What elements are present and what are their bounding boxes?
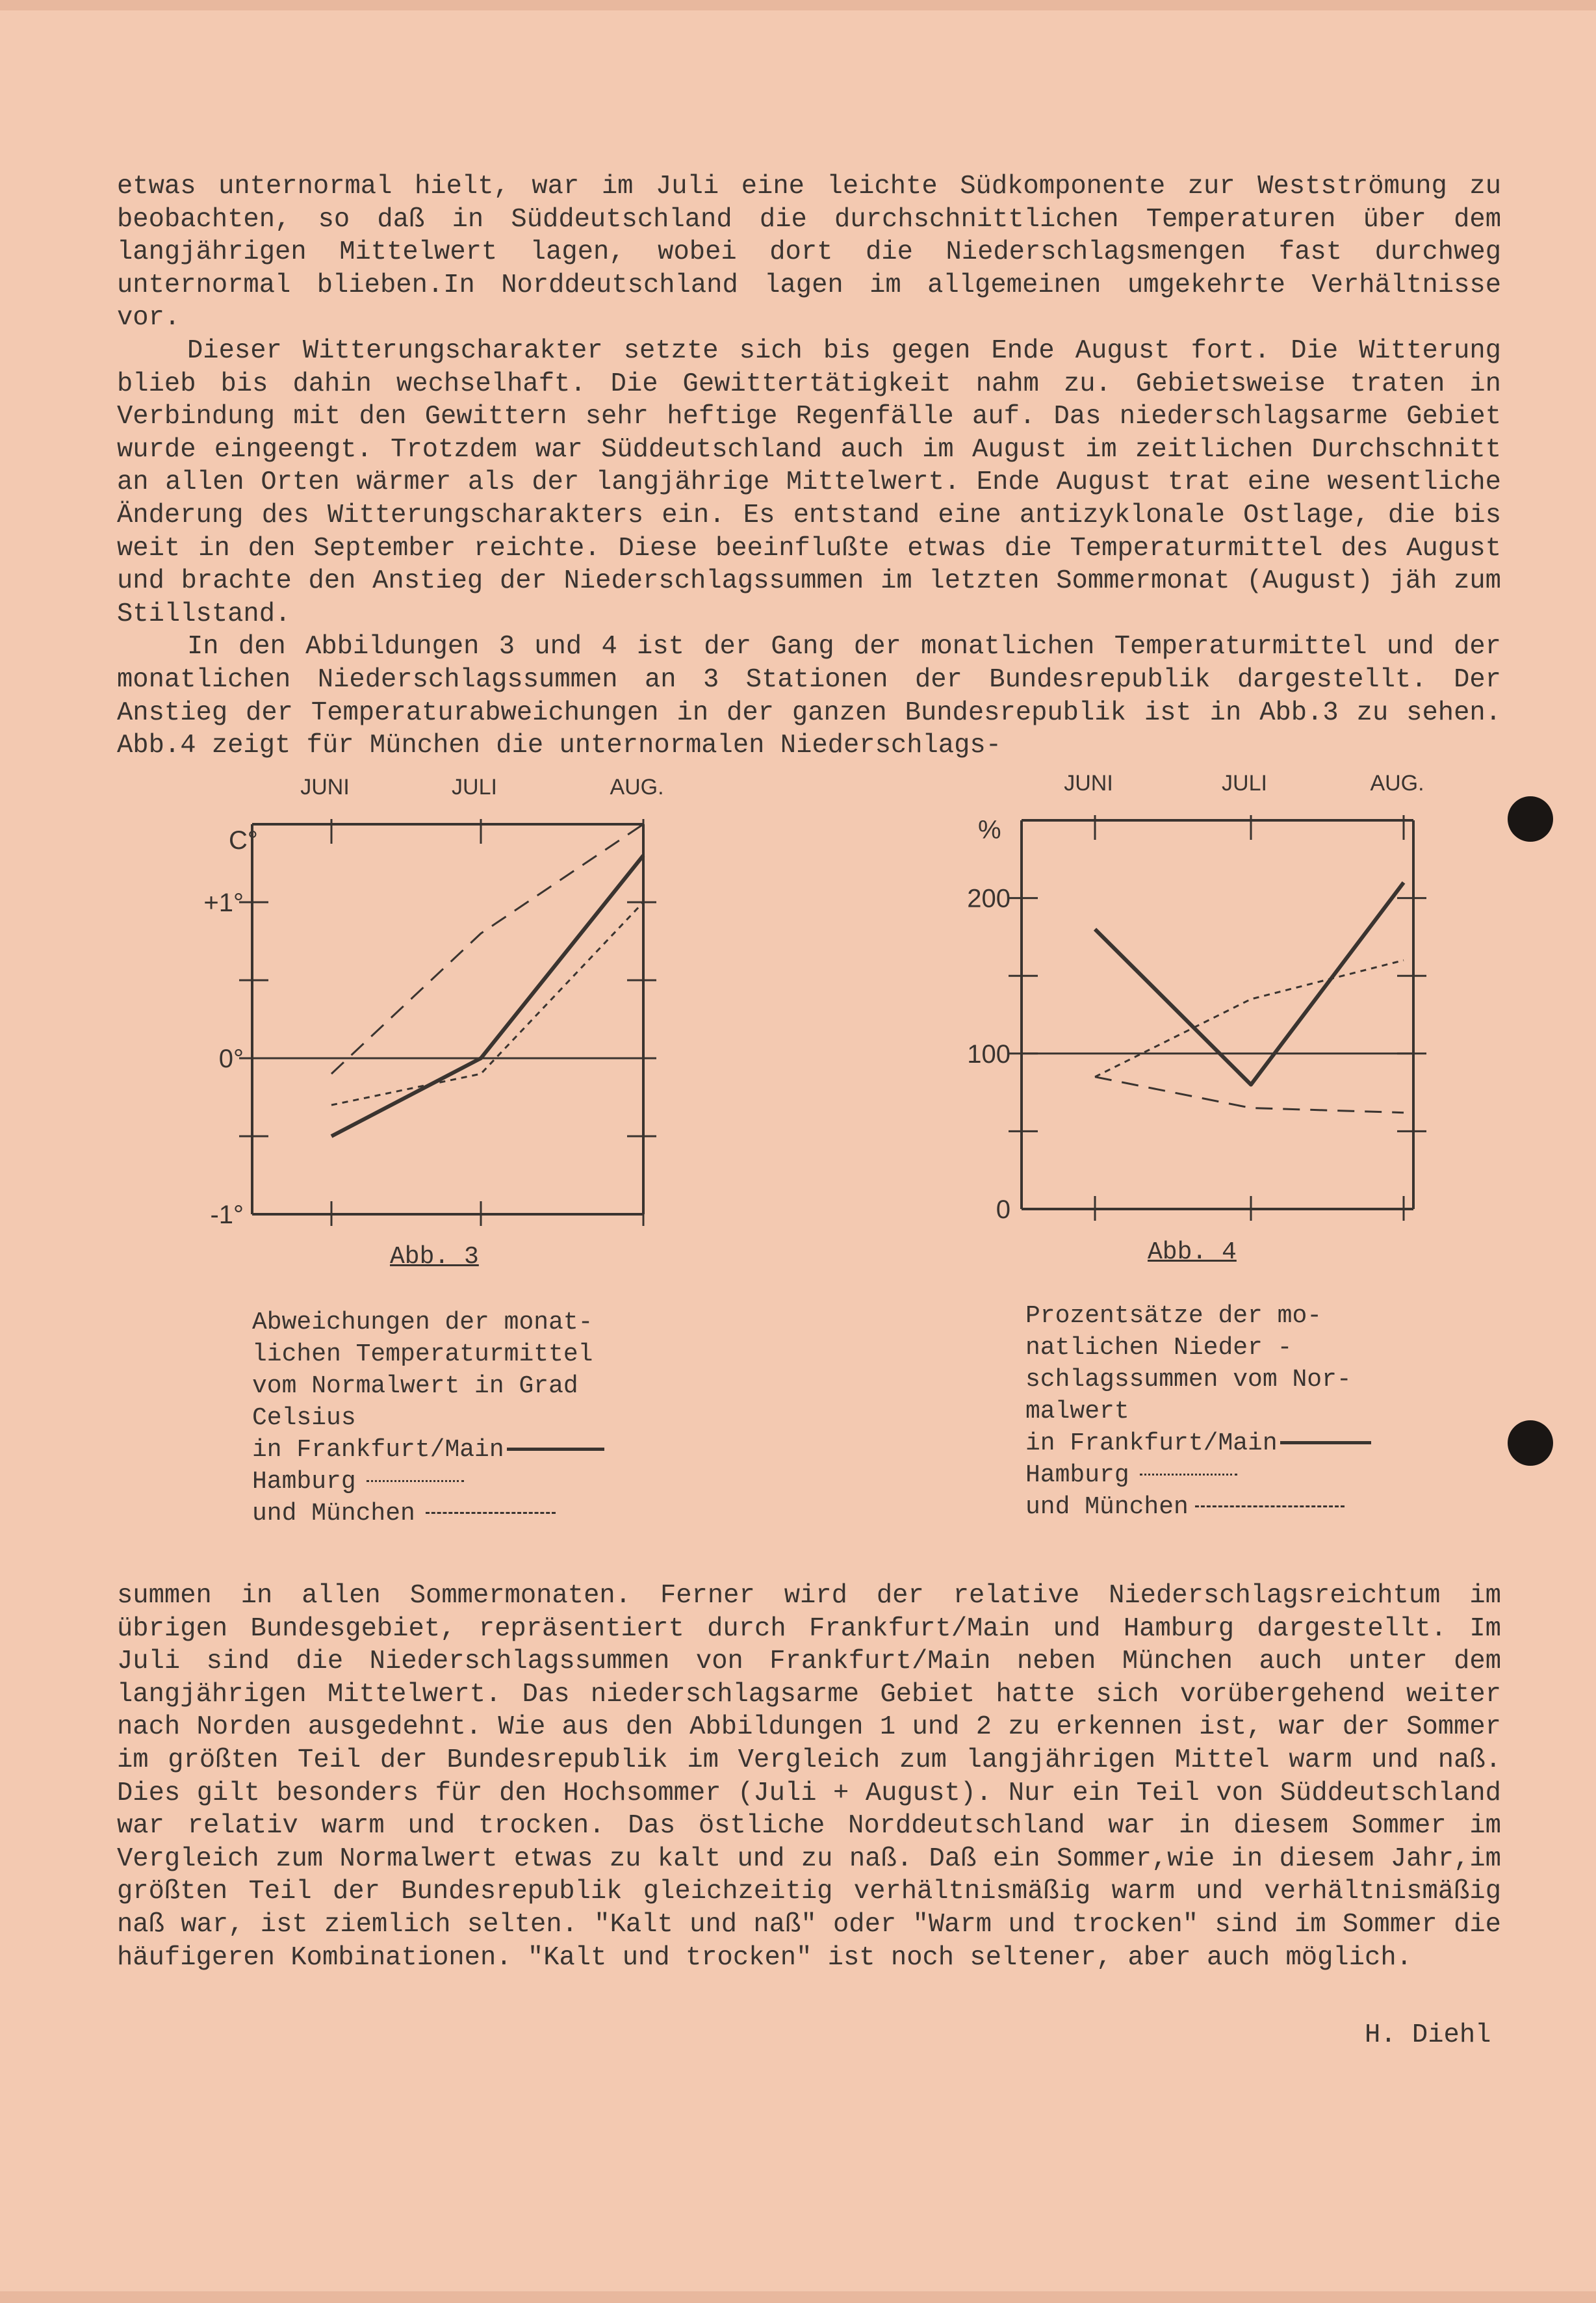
chart3-ytick-label-0: +1° — [203, 889, 244, 917]
chart3-category-label-2: AUG. — [610, 775, 664, 800]
legend-solid-line — [507, 1448, 604, 1451]
legend-dotted-line — [367, 1480, 464, 1482]
page-edge-bottom — [0, 2291, 1596, 2303]
chart3-series-frankfurt-main — [331, 855, 643, 1136]
chart4-ytick-label-0: 200 — [967, 884, 1010, 913]
legend-abb3-frankfurt-label: in Frankfurt/Main — [252, 1436, 504, 1464]
paragraph-4: summen in allen Sommermonaten. Ferner wird der relative Niederschlagsreichtum im übrigen Bundesgebiet, repräsentiert durch Frankfurt/Main und Hamburg dargestellt. Im Juli sind die Niederschlagssummen von Frankfurt/Main neben München auch unter dem langjährigen Mittelwert. Das niederschlagsarme Gebiet hatte sich vorübergehend weiter nach Norden ausgedehnt. Wie aus den Abbildungen 1 und 2 zu erkennen ist, war der Sommer im größten Teil der Bundesrepublik im Vergleich zum langjährigen Mittel warm und naß. Dies gilt besonders für den Hochsommer (Juli + August). Nur ein Teil von Süddeutschland war relativ warm und trocken. Das östliche Norddeutschland war in diesem Sommer im Vergleich zum Normalwert etwas zu kalt und zu naß. Daß ein Sommer,wie in diesem Jahr,im größten Teil der Bundesrepublik gleichzeitig verhältnismäßig warm und verhältnismäßig naß war, ist ziemlich selten. "Kalt und naß" oder "Warm und trocken" sind im Sommer die häufigeren Kombinationen. "Kalt und trocken" ist noch seltener, aber auch möglich. — [117, 1581, 1501, 1973]
legend-abb4-frankfurt — [1025, 1427, 1371, 1459]
chart3-ytick-label-1: 0° — [218, 1045, 244, 1073]
caption-abb3-line-1: Abweichungen der monat- — [252, 1308, 593, 1336]
caption-abb4-line-3: schlagssummen vom Nor- — [1025, 1366, 1352, 1394]
legend-abb4-hamburg-label: Hamburg — [1025, 1461, 1129, 1489]
chart3-category-label-1: JULI — [452, 775, 497, 800]
chart3-ytick-label-2: -1° — [210, 1201, 244, 1229]
caption-abb3-line-3: vom Normalwert in Grad — [252, 1372, 578, 1400]
paragraph-2: Dieser Witterungscharakter setzte sich bis gegen Ende August fort. Die Witterung blieb bis dahin wechselhaft. Die Gewittertätigkeit nahm zu. Gebietsweise traten in Verbindung mit den Gewittern sehr heftige Regenfälle auf. Das niederschlagsarme Gebiet wurde eingeengt. Trotzdem war Süddeutschland auch im August im zeitlichen Durchschnitt an allen Orten wärmer als der langjährige Mittelwert. Ende August trat eine wesentliche Änderung des Witterungscharakters ein. Es entstand eine antizyklonale Ostlage, die bis weit in den September reichte. Diese beeinflußte etwas die Temperaturmittel des August und brachte den Anstieg der Niederschlagssummen im letzten Sommermonat (August) jäh zum Stillstand. — [117, 335, 1501, 629]
chart3-series-münchen — [331, 824, 643, 1074]
body-text-bottom — [117, 1580, 1501, 1974]
legend-solid-line — [1280, 1441, 1371, 1444]
chart4-unit-label: % — [978, 816, 1001, 844]
legend-abb3-hamburg — [252, 1466, 604, 1498]
legend-abb4-hamburg — [1025, 1459, 1371, 1491]
legend-dotted-line — [1140, 1474, 1237, 1476]
chart3-unit-label: C° — [229, 826, 258, 855]
caption-abb3-line-4: Celsius — [252, 1404, 356, 1432]
legend-abb4-muenchen-label: und München — [1025, 1493, 1189, 1521]
caption-abb4-line-4: malwert — [1025, 1398, 1129, 1425]
chart4-ytick-label-2: 0 — [996, 1195, 1010, 1224]
chart4-category-label-2: AUG. — [1370, 771, 1424, 796]
chart4-ytick-label-1: 100 — [967, 1039, 1010, 1069]
caption-abb4-line-1: Prozentsätze der mo- — [1025, 1302, 1322, 1330]
paragraph-3: In den Abbildungen 3 und 4 ist der Gang der monatlichen Temperaturmittel und der monatlichen Niederschlagssummen an 3 Stationen der Bundesrepublik dargestellt. Der Anstieg der Temperaturabweichungen in der ganzen Bundesrepublik ist in Abb.3 zu sehen. Abb.4 zeigt für München die unternormalen Niederschlags- — [117, 632, 1501, 761]
legend-abb3-muenchen-label: und München — [252, 1500, 415, 1528]
fig-label-abb3: Abb. 3 — [390, 1243, 479, 1271]
legend-abb3-frankfurt — [252, 1434, 604, 1466]
chart4-category-label-0: JUNI — [1064, 771, 1113, 796]
author-signature: H. Diehl — [1365, 2020, 1491, 2050]
fig-label-abb4: Abb. 4 — [1148, 1238, 1237, 1266]
legend-abb4-muenchen — [1025, 1491, 1371, 1523]
legend-dashed-line — [1195, 1505, 1345, 1507]
legend-abb4-frankfurt-label: in Frankfurt/Main — [1025, 1429, 1278, 1457]
chart4-category-label-1: JULI — [1222, 771, 1267, 796]
legend-abb3-muenchen — [252, 1498, 604, 1529]
caption-abb3-line-2: lichen Temperaturmittel — [252, 1340, 593, 1368]
legend-dashed-line — [426, 1512, 556, 1514]
caption-abb4-line-2: natlichen Nieder - — [1025, 1334, 1293, 1362]
paragraph-1: etwas unternormal hielt, war im Juli eine leichte Südkomponente zur Westströmung zu beobachten, so daß in Süddeutschland die durchschnittlichen Temperaturen über dem langjährigen Mittelwert lagen, wobei dort die Niederschlagsmengen fast durchweg unternormal blieben.In Norddeutschland lagen im allgemeinen umgekehrte Verhältnisse vor. — [117, 172, 1501, 333]
chart3-series-hamburg — [331, 902, 643, 1105]
chart3-category-label-0: JUNI — [300, 775, 350, 800]
caption-abb3 — [252, 1307, 604, 1529]
legend-abb3-hamburg-label: Hamburg — [252, 1468, 356, 1496]
caption-abb4 — [1025, 1300, 1371, 1523]
